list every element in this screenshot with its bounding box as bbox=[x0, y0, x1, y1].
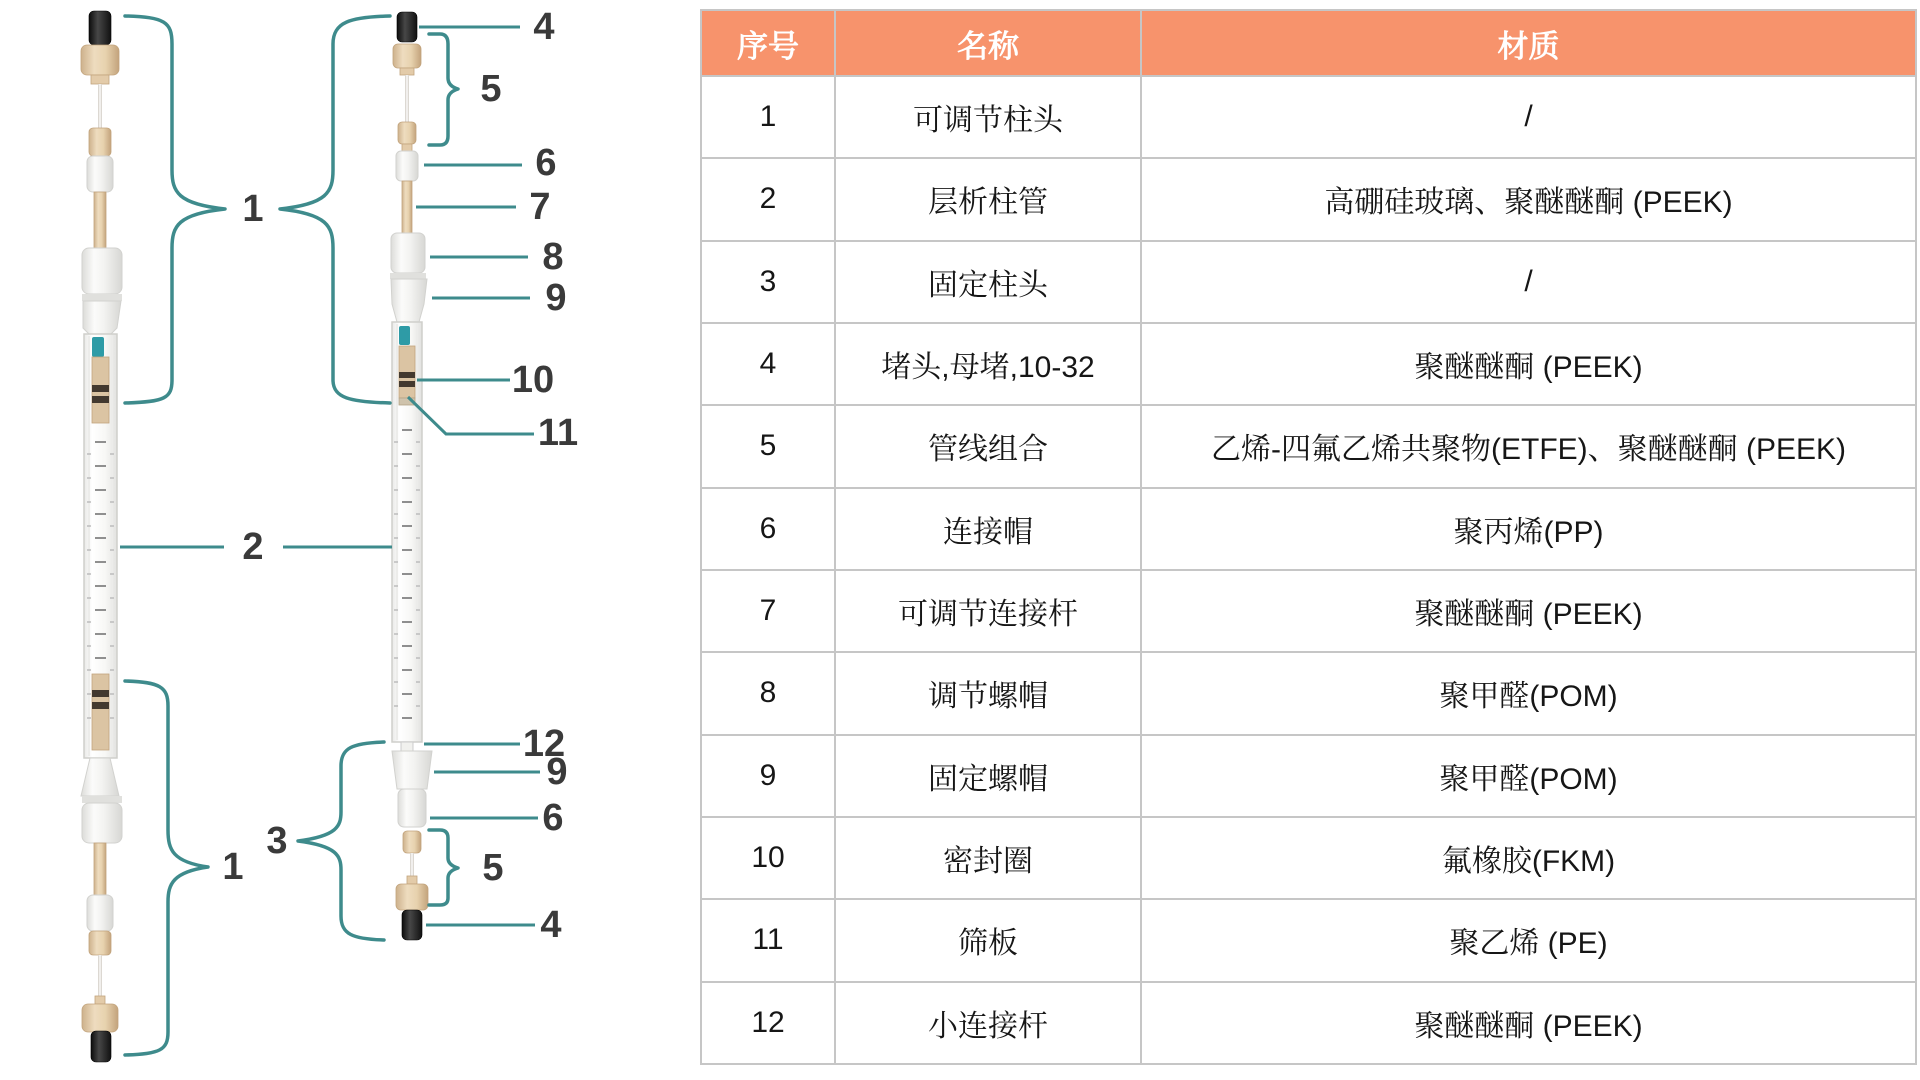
callout-label-plug-bottom: 4 bbox=[540, 904, 562, 946]
bracket-tubing-top bbox=[429, 34, 458, 145]
callouts bbox=[120, 6, 578, 1055]
brace-bottom-fixed-assembly bbox=[298, 742, 384, 940]
callout-label-seal-ring: 10 bbox=[511, 359, 555, 401]
callout-label-adjust-nut: 8 bbox=[542, 236, 564, 278]
fixed-nut-top-shape bbox=[391, 279, 427, 322]
cell-no: 4 bbox=[701, 323, 835, 405]
top-adjust-rod-shape bbox=[94, 192, 106, 250]
top-connect-cap-shape bbox=[87, 156, 113, 192]
cell-no: 3 bbox=[701, 241, 835, 323]
cell-name: 可调节连接杆 bbox=[835, 570, 1141, 652]
brace-bottom-assembly bbox=[125, 681, 208, 1055]
cell-name: 筛板 bbox=[835, 899, 1141, 981]
top-tubing-nut-shape bbox=[81, 45, 119, 75]
top-tubing-fitting-shape bbox=[89, 128, 111, 156]
cell-no: 9 bbox=[701, 735, 835, 817]
assembled-column-illustration bbox=[81, 11, 122, 1062]
cell-name: 可调节柱头 bbox=[835, 76, 1141, 158]
lower-plunger-shape bbox=[92, 674, 109, 750]
table-row bbox=[701, 405, 1916, 487]
cell-no: 11 bbox=[701, 899, 835, 981]
cell-material: 聚乙烯 (PE) bbox=[1141, 899, 1916, 981]
cell-name: 固定螺帽 bbox=[835, 735, 1141, 817]
adjust-nut-shape bbox=[391, 233, 425, 273]
callout-label-top-assembly: 1 bbox=[242, 188, 264, 230]
tubing-nut-bottom-shape bbox=[396, 884, 428, 910]
top-adjust-nut-shape bbox=[82, 248, 122, 294]
cell-name: 调节螺帽 bbox=[835, 652, 1141, 734]
brace-top-assembly-right bbox=[280, 16, 390, 403]
cell-no: 6 bbox=[701, 488, 835, 570]
bottom-connect-cap-shape bbox=[87, 895, 113, 931]
cell-no: 2 bbox=[701, 158, 835, 240]
exploded-column-illustration bbox=[390, 12, 432, 940]
callout-label-frit: 11 bbox=[537, 412, 579, 454]
callout-label-plug-top: 4 bbox=[533, 6, 555, 48]
cell-material: 聚甲醛(POM) bbox=[1141, 652, 1916, 734]
cell-material: 聚醚醚酮 (PEEK) bbox=[1141, 570, 1916, 652]
bottom-adjust-rod-shape bbox=[94, 843, 106, 895]
fixed-nut-bottom-shape bbox=[392, 751, 432, 789]
bottom-plug-shape bbox=[91, 1031, 111, 1062]
cell-no: 7 bbox=[701, 570, 835, 652]
header-no: 序号 bbox=[701, 10, 835, 76]
cell-no: 1 bbox=[701, 76, 835, 158]
callout-label-bottom-assembly: 1 bbox=[222, 846, 244, 888]
bracket-tubing-bottom bbox=[429, 830, 458, 905]
cell-no: 12 bbox=[701, 982, 835, 1064]
top-fixed-nut-shape bbox=[83, 301, 121, 334]
adjustable-rod-shape bbox=[402, 181, 412, 233]
cell-material: 乙烯-四氟乙烯共聚物(ETFE)、聚醚醚酮 (PEEK) bbox=[1141, 405, 1916, 487]
header-name: 名称 bbox=[835, 10, 1141, 76]
table-row bbox=[701, 158, 1916, 240]
cell-name: 层析柱管 bbox=[835, 158, 1141, 240]
table-row bbox=[701, 488, 1916, 570]
callout-label-cap-bottom: 6 bbox=[542, 797, 564, 839]
table-row bbox=[701, 735, 1916, 817]
header-material: 材质 bbox=[1141, 10, 1916, 76]
bottom-fixed-nut-shape bbox=[81, 758, 119, 796]
cell-name: 连接帽 bbox=[835, 488, 1141, 570]
table-row bbox=[701, 652, 1916, 734]
cell-name: 管线组合 bbox=[835, 405, 1141, 487]
cell-name: 固定柱头 bbox=[835, 241, 1141, 323]
top-plug-shape bbox=[89, 11, 111, 45]
tube-label-tag bbox=[92, 337, 104, 357]
small-rod-shape bbox=[401, 742, 413, 751]
callout-line-frit bbox=[408, 397, 534, 434]
callout-label-adjustable-rod: 7 bbox=[529, 186, 551, 228]
tubing-fitting-bottom-shape bbox=[403, 831, 421, 853]
cell-material: 聚醚醚酮 (PEEK) bbox=[1141, 323, 1916, 405]
cell-no: 8 bbox=[701, 652, 835, 734]
table-header-row bbox=[701, 10, 1916, 76]
bottom-adjust-nut-shape bbox=[82, 803, 122, 843]
cell-material: 聚醚醚酮 (PEEK) bbox=[1141, 982, 1916, 1064]
cell-material: / bbox=[1141, 241, 1916, 323]
cell-material: / bbox=[1141, 76, 1916, 158]
bottom-tubing-nut-shape bbox=[82, 1004, 118, 1032]
table-row bbox=[701, 323, 1916, 405]
tube-graduations-exploded bbox=[394, 424, 420, 724]
plug-top-shape bbox=[397, 12, 417, 42]
tubing-fitting-top-shape bbox=[398, 122, 416, 144]
table-row bbox=[701, 570, 1916, 652]
bottom-tubing-fitting-shape bbox=[89, 931, 111, 955]
cell-material: 氟橡胶(FKM) bbox=[1141, 817, 1916, 899]
table-row bbox=[701, 817, 1916, 899]
parts-materials-table bbox=[700, 9, 1917, 1065]
cell-material: 聚甲醛(POM) bbox=[1141, 735, 1916, 817]
cell-no: 5 bbox=[701, 405, 835, 487]
cell-name: 堵头,母堵,10-32 bbox=[835, 323, 1141, 405]
callout-label-fixed-nut-top: 9 bbox=[545, 277, 567, 319]
cell-no: 10 bbox=[701, 817, 835, 899]
callout-label-cap-top: 6 bbox=[535, 142, 557, 184]
callout-label-small-rod: 12 bbox=[522, 723, 566, 765]
callout-label-tubing-bottom: 5 bbox=[482, 847, 504, 889]
connect-cap-top-shape bbox=[396, 151, 418, 181]
chromatography-column-diagram bbox=[0, 0, 620, 1080]
cell-material: 聚丙烯(PP) bbox=[1141, 488, 1916, 570]
table-row bbox=[701, 76, 1916, 158]
table-row bbox=[701, 899, 1916, 981]
table-row bbox=[701, 982, 1916, 1064]
callout-label-bottom-fixed-assembly: 3 bbox=[266, 820, 288, 862]
tubing-nut-top-shape bbox=[393, 44, 421, 68]
callout-label-column-tube: 2 bbox=[242, 526, 264, 568]
cell-name: 密封圈 bbox=[835, 817, 1141, 899]
cell-material: 高硼硅玻璃、聚醚醚酮 (PEEK) bbox=[1141, 158, 1916, 240]
seal-ring-shape bbox=[399, 372, 415, 378]
table-row bbox=[701, 241, 1916, 323]
connect-cap-bottom-shape bbox=[398, 789, 426, 827]
plug-bottom-shape bbox=[402, 910, 422, 940]
brace-top-assembly-left bbox=[125, 16, 225, 403]
cell-name: 小连接杆 bbox=[835, 982, 1141, 1064]
tube-label-tag-exploded bbox=[399, 326, 410, 345]
callout-label-fixed-nut-bottom: 9 bbox=[546, 751, 568, 793]
callout-label-tubing-top: 5 bbox=[480, 68, 502, 110]
